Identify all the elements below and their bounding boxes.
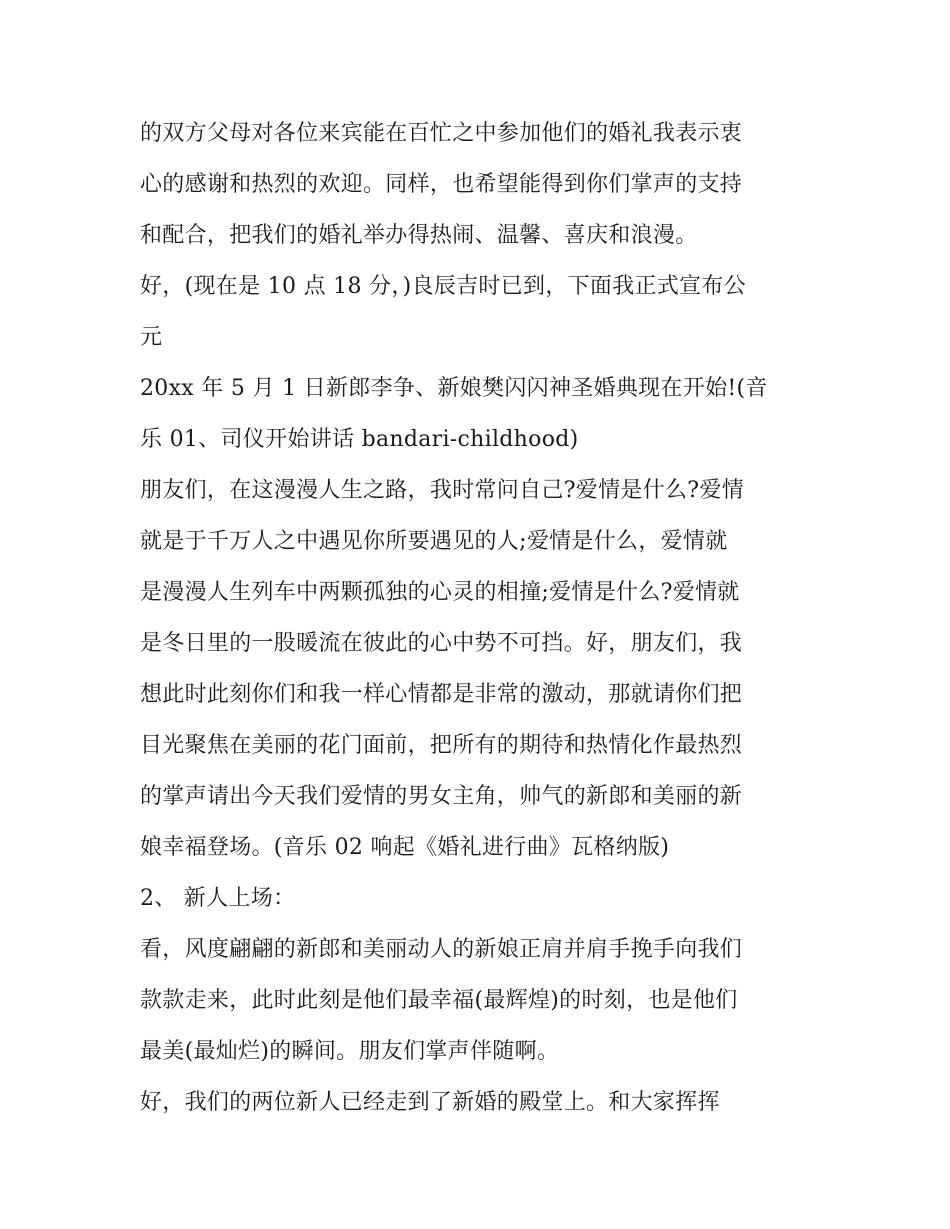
text-line: 最美(最灿烂)的瞬间。朋友们掌声伴随啊。	[140, 1039, 560, 1064]
text-line: 就是于千万人之中遇见你所要遇见的人;爱情是什么，爱情就	[140, 529, 728, 554]
text-line: 20xx 年 5 月 1 日新郎李争、新娘樊闪闪神圣婚典现在开始!(音	[140, 376, 768, 401]
text-line: 的双方父母对各位来宾能在百忙之中参加他们的婚礼我表示衷	[140, 121, 743, 146]
text-line: 心的感谢和热烈的欢迎。同样，也希望能得到你们掌声的支持	[140, 172, 743, 197]
text-line: 的掌声请出今天我们爱情的男女主角，帅气的新郎和美丽的新	[140, 784, 743, 809]
text-line: 想此时此刻你们和我一样心情都是非常的激动，那就请你们把	[140, 682, 743, 707]
text-line: 娘幸福登场。(音乐 02 响起《婚礼进行曲》瓦格纳版)	[140, 835, 670, 860]
text-line: 目光聚焦在美丽的花门面前，把所有的期待和热情化作最热烈	[140, 733, 743, 758]
text-line: 好，(现在是 10 点 18 分，)良辰吉时已到，下面我正式宣布公	[140, 274, 747, 299]
section-heading: 2、 新人上场：	[140, 886, 296, 911]
document-body	[140, 108, 820, 1128]
text-line: 和配合，把我们的婚礼举办得热闹、温馨、喜庆和浪漫。	[140, 223, 698, 248]
text-line: 乐 01、司仪开始讲话 bandari-childhood)	[140, 427, 579, 452]
text-line: 看，风度翩翩的新郎和美丽动人的新娘正肩并肩手挽手向我们	[140, 937, 743, 962]
text-line: 朋友们，在这漫漫人生之路，我时常问自己?爱情是什么?爱情	[140, 478, 744, 503]
text-line: 元	[140, 325, 163, 350]
text-line: 是漫漫人生列车中两颗孤独的心灵的相撞;爱情是什么?爱情就	[140, 580, 740, 605]
text-line: 款款走来，此时此刻是他们最幸福(最辉煌)的时刻，也是他们	[140, 988, 738, 1013]
text-line: 是冬日里的一股暖流在彼此的心中势不可挡。好，朋友们，我	[140, 631, 743, 656]
text-line: 好，我们的两位新人已经走到了新婚的殿堂上。和大家挥挥	[140, 1090, 720, 1115]
